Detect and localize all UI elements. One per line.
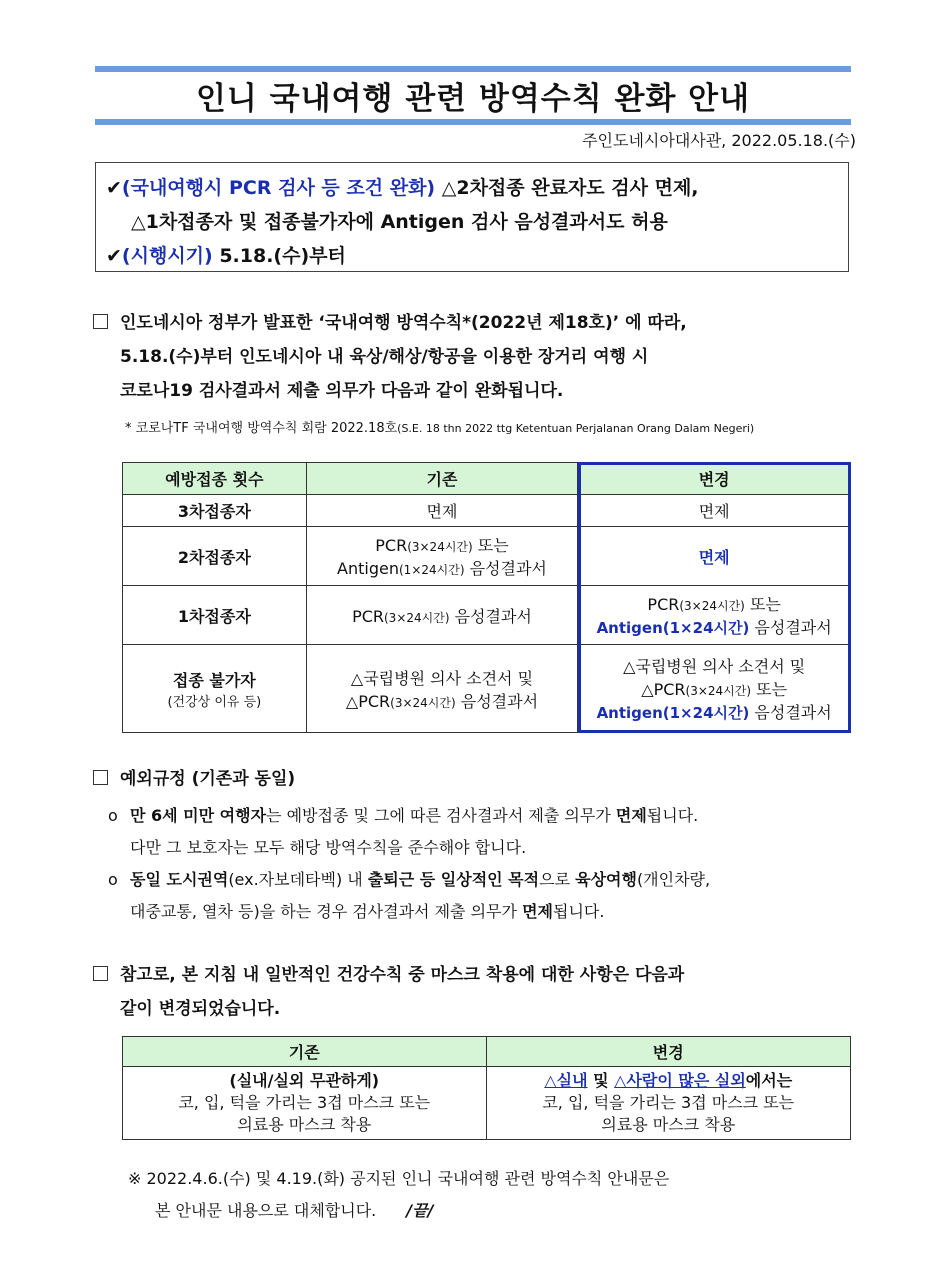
header-after: 변경 [578, 463, 851, 495]
page-title: 인니 국내여행 관련 방역수칙 완화 안내 [195, 81, 751, 117]
row-label: 접종 불가자 (건강상 이유 등) [123, 645, 307, 733]
checkbox-square-icon [93, 770, 108, 785]
section-intro [93, 306, 858, 408]
list-item: o 동일 도시권역(ex.자보데타벡) 내 출퇴근 등 일상적인 목적으로 육상여행(개인차량, [108, 870, 711, 889]
vaccination-table [122, 462, 851, 733]
summary-text-1: △2차접종 완료자도 검사 면제, [435, 177, 699, 199]
table-header-row [123, 1037, 851, 1067]
table-row [123, 527, 851, 586]
cell-before: (실내/실외 무관하게) 코, 입, 턱을 가리는 3겹 마스크 또는 의료용 마스크 착용 [123, 1067, 487, 1140]
cell-before: △국립병원 의사 소견서 및 △PCR(3×24시간) 음성결과서 [306, 645, 578, 733]
list-item-continuation: 대중교통, 열차 등)을 하는 경우 검사결과서 제출 의무가 면제됩니다. [130, 902, 605, 921]
section-mask-line-1 [93, 958, 858, 992]
summary-tag-1: (국내여행시 PCR 검사 등 조건 완화) [121, 177, 436, 199]
table-row [123, 1067, 851, 1140]
section-mask [93, 958, 858, 1026]
section-intro-line-2: 5.18.(수)부터 인도네시아 내 육상/해상/항공을 이용한 장거리 여행 시 [120, 347, 649, 367]
row-label: 2차접종자 [123, 527, 307, 586]
row-label: 1차접종자 [123, 586, 307, 645]
summary-line-3 [106, 239, 838, 273]
closing-note-line-1: ※ 2022.4.6.(수) 및 4.19.(화) 공지된 인니 국내여행 관련 방역수칙 안내문은 [128, 1169, 670, 1188]
table-row [123, 586, 851, 645]
table-row [123, 645, 851, 733]
summary-text-3: 5.18.(수)부터 [212, 245, 346, 267]
summary-line-2: △1차접종자 및 접종불가자에 Antigen 검사 음성결과서도 허용 [131, 211, 668, 233]
title-bottom-rule [95, 119, 851, 125]
cell-after: 면제 [578, 495, 851, 527]
footnote [125, 417, 754, 436]
section-mask-line-2: 같이 변경되었습니다. [120, 999, 281, 1019]
cell-before: 면제 [306, 495, 578, 527]
closing-note [128, 1163, 669, 1227]
section-intro-line-1 [93, 306, 858, 340]
list-item-continuation: 다만 그 보호자는 모두 해당 방역수칙을 준수해야 합니다. [130, 838, 527, 857]
header-before: 기존 [123, 1037, 487, 1067]
header-before: 기존 [306, 463, 578, 495]
section-mask-text-1: 참고로, 본 지침 내 일반적인 건강수칙 중 마스크 착용에 대한 사항은 다음과 [120, 965, 685, 985]
table-row [123, 495, 851, 527]
checkbox-square-icon [93, 966, 108, 981]
issuer-date: 주인도네시아대사관, 2022.05.18.(수) [582, 131, 856, 150]
section-intro-line-3: 코로나19 검사결과서 제출 의무가 다음과 같이 완화됩니다. [120, 381, 564, 401]
summary-line-1 [106, 171, 838, 205]
section-exceptions-heading [93, 762, 858, 796]
cell-before: PCR(3×24시간) 음성결과서 [306, 586, 578, 645]
row-label: 3차접종자 [123, 495, 307, 527]
header-vaccination: 예방접종 횟수 [123, 463, 307, 495]
footnote-main: * 코로나TF 국내여행 방역수칙 회람 2022.18호 [125, 421, 398, 436]
check-icon: ✔ [106, 177, 122, 199]
closing-note-line-2: 본 안내문 내용으로 대체합니다. /끝/ [155, 1201, 434, 1220]
cell-after: △실내 및 △사람이 많은 실외에서는 코, 입, 턱을 가리는 3겹 마스크 또는 의료용 마스크 착용 [486, 1067, 851, 1140]
summary-box [95, 162, 849, 272]
title-top-rule [95, 66, 851, 72]
exceptions-heading-text: 예외규정 (기존과 동일) [120, 769, 296, 789]
footnote-source: (S.E. 18 thn 2022 ttg Ketentuan Perjalanan Orang Dalam Negeri) [397, 422, 755, 435]
mask-table [122, 1036, 851, 1140]
exceptions-list [108, 800, 710, 928]
list-item: o 만 6세 미만 여행자는 예방접종 및 그에 따른 검사결과서 제출 의무가 면제됩니다. [108, 806, 699, 825]
checkbox-square-icon [93, 314, 108, 329]
cell-after: 면제 [578, 527, 851, 586]
table-header-row [123, 463, 851, 495]
summary-tag-3: (시행시기) [121, 245, 213, 267]
cell-after: PCR(3×24시간) 또는 Antigen(1×24시간) 음성결과서 [578, 586, 851, 645]
check-icon: ✔ [106, 245, 122, 267]
cell-after: △국립병원 의사 소견서 및 △PCR(3×24시간) 또는 Antigen(1×24시간) 음성결과서 [578, 645, 851, 733]
header-after: 변경 [486, 1037, 851, 1067]
cell-before: PCR(3×24시간) 또는 Antigen(1×24시간) 음성결과서 [306, 527, 578, 586]
end-mark: /끝/ [406, 1201, 434, 1220]
section-intro-text-1: 인도네시아 정부가 발표한 ‘국내여행 방역수칙*(2022년 제18호)’ 에 따라, [120, 313, 687, 333]
